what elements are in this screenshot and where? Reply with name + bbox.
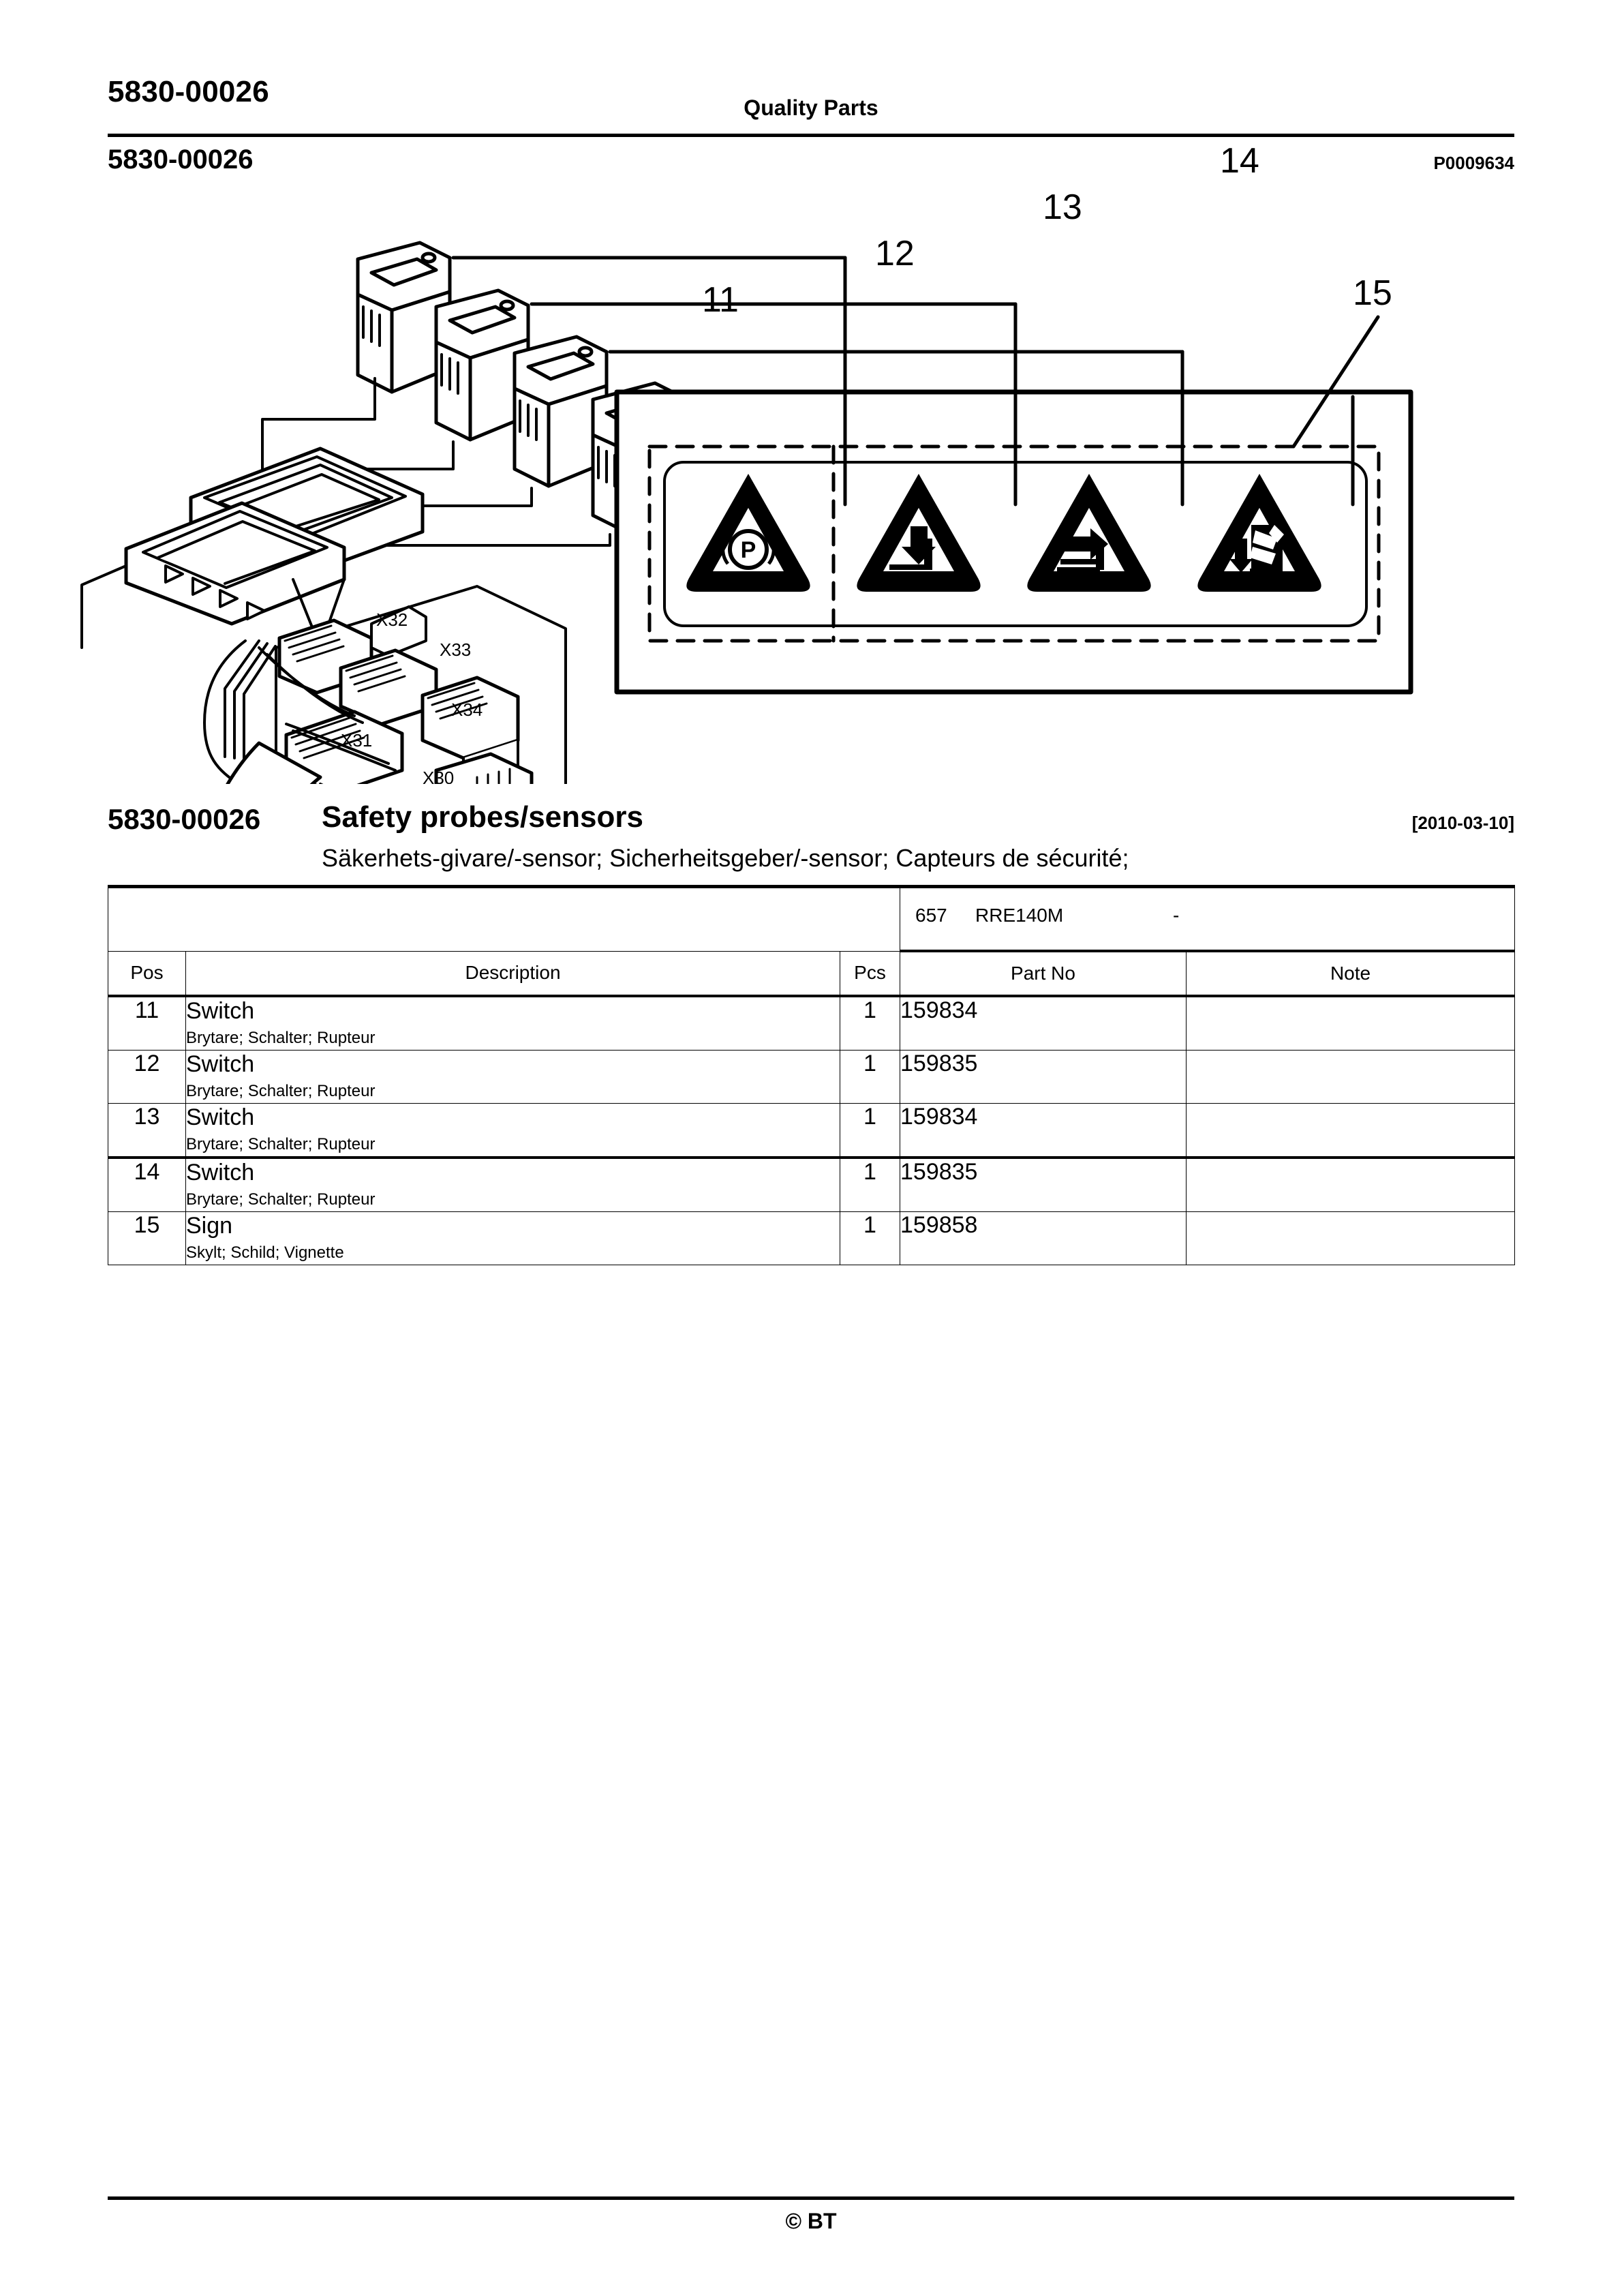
row-pos: 12 [108, 1051, 186, 1104]
model-name: RRE140M [975, 905, 1064, 926]
column-header-description: Description [186, 951, 840, 996]
drawing-code: P0009634 [1433, 153, 1514, 173]
connector-label-x30: X30 [423, 768, 455, 784]
row-description-main: Switch [186, 1160, 255, 1185]
row-partno: 159834 [900, 1104, 1187, 1158]
connector-label-x32: X32 [376, 609, 408, 630]
parts-table [108, 885, 1515, 1265]
callout-11: 11 [702, 280, 739, 320]
header-code-second: 5830-00026 [108, 145, 254, 175]
row-pos: 13 [108, 1104, 186, 1158]
row-description-main: Switch [186, 1104, 255, 1130]
callout-12: 12 [875, 234, 915, 273]
section-code: 5830-00026 [108, 803, 261, 835]
header-title: Quality Parts [744, 95, 878, 120]
row-description-sub: Brytare; Schalter; Rupteur [186, 1190, 376, 1209]
row-description [186, 996, 840, 1051]
section-subtitle: Säkerhets-givare/-sensor; Sicherheitsgeber/-sensor; Capteurs de sécurité; [322, 844, 1129, 872]
row-note [1187, 1158, 1515, 1212]
row-partno: 159834 [900, 996, 1187, 1051]
callout-14: 14 [1220, 141, 1259, 181]
row-pcs: 1 [840, 1051, 900, 1104]
table-model-row [108, 887, 1515, 952]
footer-copyright: © BT [785, 2209, 837, 2233]
row-description-sub: Skylt; Schild; Vignette [186, 1243, 344, 1262]
row-description-sub: Brytare; Schalter; Rupteur [186, 1135, 376, 1153]
connector-label-x33: X33 [440, 639, 472, 660]
row-pcs: 1 [840, 1212, 900, 1265]
row-note [1187, 996, 1515, 1051]
connector-label-x31: X31 [341, 730, 373, 751]
row-description-main: Sign [186, 1213, 233, 1239]
row-note [1187, 1051, 1515, 1104]
row-pcs: 1 [840, 1104, 900, 1158]
row-description-main: Switch [186, 1051, 255, 1077]
callout-13: 13 [1043, 187, 1082, 227]
row-pos: 14 [108, 1158, 186, 1212]
column-header-pcs: Pcs [840, 951, 900, 996]
model-note: - [1173, 905, 1180, 926]
section-date: [2010-03-10] [1411, 813, 1514, 833]
header-code-left: 5830-00026 [108, 75, 269, 108]
table-row [108, 996, 1515, 1051]
row-pcs: 1 [840, 996, 900, 1051]
row-partno: 159858 [900, 1212, 1187, 1265]
section-title: Safety probes/sensors [322, 800, 643, 834]
column-header-note: Note [1187, 951, 1515, 996]
model-row-info [900, 887, 1515, 952]
row-pcs: 1 [840, 1158, 900, 1212]
row-partno: 159835 [900, 1051, 1187, 1104]
row-description-sub: Brytare; Schalter; Rupteur [186, 1082, 376, 1100]
row-partno: 159835 [900, 1158, 1187, 1212]
row-pos: 15 [108, 1212, 186, 1265]
table-row [108, 1212, 1515, 1265]
row-note [1187, 1212, 1515, 1265]
row-description [186, 1051, 840, 1104]
table-row [108, 1158, 1515, 1212]
row-description [186, 1104, 840, 1158]
table-header-row [108, 951, 1515, 996]
column-header-pos: Pos [108, 951, 186, 996]
row-description [186, 1212, 840, 1265]
table-row [108, 1051, 1515, 1104]
table-row [108, 1104, 1515, 1158]
column-header-partno: Part No [900, 951, 1187, 996]
row-note [1187, 1104, 1515, 1158]
model-number: 657 [915, 905, 947, 926]
svg-text:P: P [740, 537, 756, 563]
model-row-blank [108, 887, 900, 952]
footer-divider [108, 2196, 1514, 2200]
header-divider [108, 134, 1514, 137]
row-description-main: Switch [186, 998, 255, 1024]
connector-label-x34: X34 [451, 699, 483, 720]
row-description [186, 1158, 840, 1212]
callout-15: 15 [1353, 273, 1392, 313]
row-description-sub: Brytare; Schalter; Rupteur [186, 1029, 376, 1047]
row-pos: 11 [108, 996, 186, 1051]
